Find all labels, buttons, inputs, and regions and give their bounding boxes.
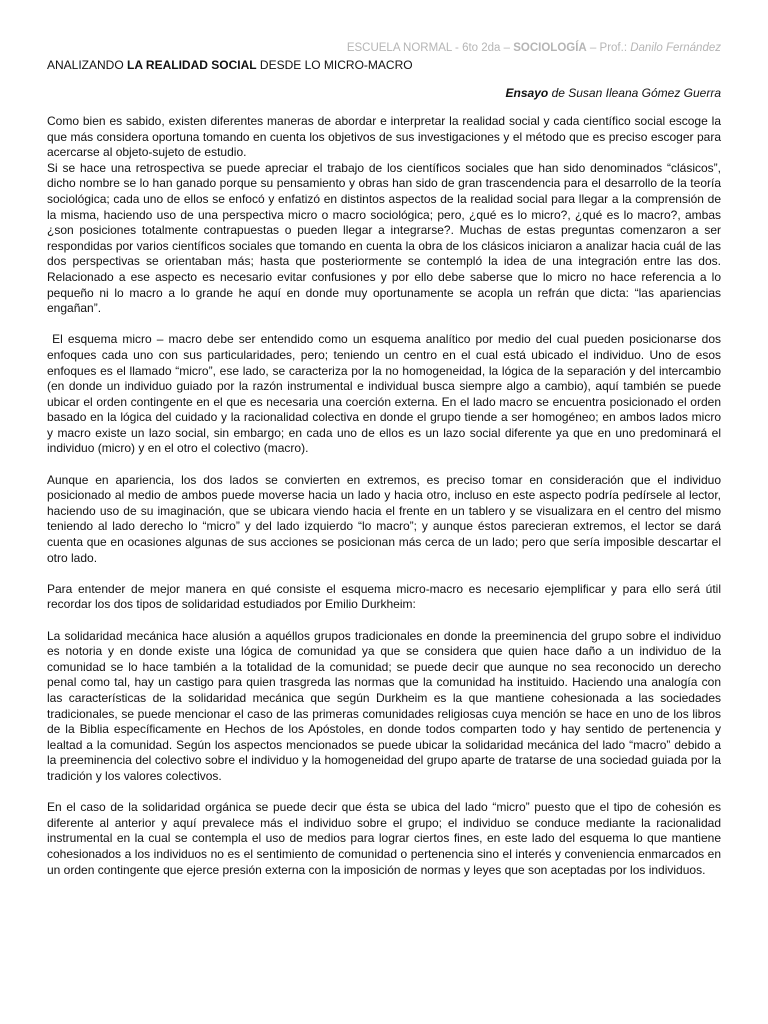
header-subject: SOCIOLOGÍA	[513, 42, 587, 54]
essay-body	[47, 114, 721, 878]
title-suffix: DESDE LO MICRO-MACRO	[256, 58, 413, 72]
title-emphasis: LA REALIDAD SOCIAL	[127, 58, 257, 72]
header-group: 6to 2da	[462, 42, 501, 54]
paragraph: Para entender de mejor manera en qué consiste el esquema micro-macro es necesario ejemplificar y para ello será útil recordar los dos tipos de solidaridad estudiados por Emilio Durkheim:	[47, 581, 721, 612]
title-prefix: ANALIZANDO	[47, 58, 128, 72]
header-separator: –	[500, 42, 514, 54]
header-prof-label: Prof.:	[599, 42, 631, 54]
running-header	[47, 40, 721, 56]
paragraph: La solidaridad mecánica hace alusión a aquéllos grupos tradicionales en donde la preeminencia del grupo sobre el individuo es notoria y en donde existe una lógica de comunidad ya que se considera que quien hace daño a un individuo de la comunidad se lo hace también a la totalidad de la comunidad; se puede decir que aunque no sea reconocido un derecho penal como tal, hay un castigo para quien trasgreda las normas que la comunidad ha instituido. Haciendo una analogía con las características de la solidaridad mecánica que según Durkheim es la que mantiene cohesionada a las sociedades tradicionales, se puede mencionar el caso de las primeras comunidades religiosas cuya mención se hace en uno de los libros de la Biblia específicamente en Hechos de los Apóstoles, en donde todos comparten todo y hay sentido de pertenencia y lealtad a la comunidad. Según los aspectos mencionados se puede ubicar la solidaridad mecánica del lado “macro” debido a la preeminencia del colectivo sobre el individuo y la homogeneidad del grupo aparte de tratarse de una sociedad guiada por la tradición y los valores colectivos.	[47, 628, 721, 783]
paragraph: Aunque en apariencia, los dos lados se convierten en extremos, es preciso tomar en consideración que el individuo posicionado al medio de ambos puede moverse hacia un lado y hacia otro, incluso en este aspecto podría pedírsele al lector, haciendo uso de su imaginación, que se ubicara viendo hacia el frente en un tablero y se visualizara en el centro del mismo teniendo al lado derecho lo “micro” y del lado izquierdo “lo macro”; y aunque éstos parecieran extremos, el lector se dará cuenta que en ocasiones algunas de sus acciones se posicionan más cerca de un lado; pero que sería imposible descartar el otro lado.	[47, 472, 721, 565]
header-school: ESCUELA NORMAL	[346, 42, 452, 54]
header-separator: –	[586, 42, 600, 54]
document-page	[47, 40, 721, 878]
header-separator: -	[451, 42, 463, 54]
byline-author: de Susan Ileana Gómez Guerra	[548, 86, 721, 100]
paragraph: Como bien es sabido, existen diferentes maneras de abordar e interpretar la realidad social y cada científico social escoge la que más considera oportuna tomando en cuenta los objetivos de sus investigaciones y el método que es preciso escoger para acercarse al objeto-sujeto de estudio.	[47, 114, 721, 160]
header-prof-name: Danilo Fernández	[630, 42, 721, 54]
paragraph: El esquema micro – macro debe ser entendido como un esquema analítico por medio del cual pueden posicionarse dos enfoques cada uno con sus particularidades, pero; teniendo un centro en el cual está ubicado el individuo. Uno de esos enfoques es el llamado “micro”, ese lado, se caracteriza por la no homogeneidad, la lógica de la separación y del intercambio (en donde un individuo guiado por la razón instrumental e individual busca siempre algo a cambio), aquí también se puede ubicar el orden contingente en el que es necesaria una coerción externa. En el lado macro se encuentra posicionado el orden basado en la lógica del cuidado y la racionalidad colectiva en donde el grupo tiende a ser homogéneo; en ambos lados micro y macro existe un lazo social, sin embargo; en cada uno de ellos es un lazo social diferente ya que en uno predominará el individuo (micro) y en el otro el colectivo (macro).	[47, 332, 721, 456]
byline-label: Ensayo	[505, 86, 549, 100]
paragraph: En el caso de la solidaridad orgánica se puede decir que ésta se ubica del lado “micro” puesto que el tipo de cohesión es diferente al anterior y aquí prevalece más el individuo sobre el grupo; el individuo se conduce mediante la racionalidad instrumental en la cual se contempla el uso de medios para lograr ciertos fines, en este lado del esquema lo que mantiene cohesionados a los individuos no es el sentimiento de comunidad o pertenencia sino el interés y conveniencia enmarcados en un orden contingente que ejerce presión externa con la imposición de normas y leyes que son aceptadas por los individuos.	[47, 800, 721, 877]
document-title	[47, 57, 721, 73]
byline	[47, 85, 721, 101]
paragraph: Si se hace una retrospectiva se puede apreciar el trabajo de los científicos sociales que han sido denominados “clásicos”, dicho nombre se lo han ganado porque su pensamiento y obras han sido de gran trascendencia para el desarrollo de la teoría sociológica; cada uno de ellos se enfocó y enfatizó en distintos aspectos de la realidad social para llegar a la comprensión de la misma, haciendo uso de una perspectiva micro o macro sociológica; pero, ¿qué es lo micro?, ¿qué es lo macro?, ambas ¿son posiciones totalmente contrapuestas o pueden llegar a integrarse?. Muchas de estas preguntas comenzaron a ser respondidas por varios científicos sociales que tomando en cuenta la obra de los clásicos iniciaron a analizar hacia cuál de las dos perspectivas se orientaban más; hasta que posteriormente se contempló la idea de una integración entre las dos. Relacionado a ese aspecto es necesario evitar confusiones y por ello debe saberse que lo micro no hace referencia a lo pequeño ni lo macro a lo grande he aquí en donde muy oportunamente se acopla un refrán que dicta: “las apariencias engañan”.	[47, 160, 721, 316]
